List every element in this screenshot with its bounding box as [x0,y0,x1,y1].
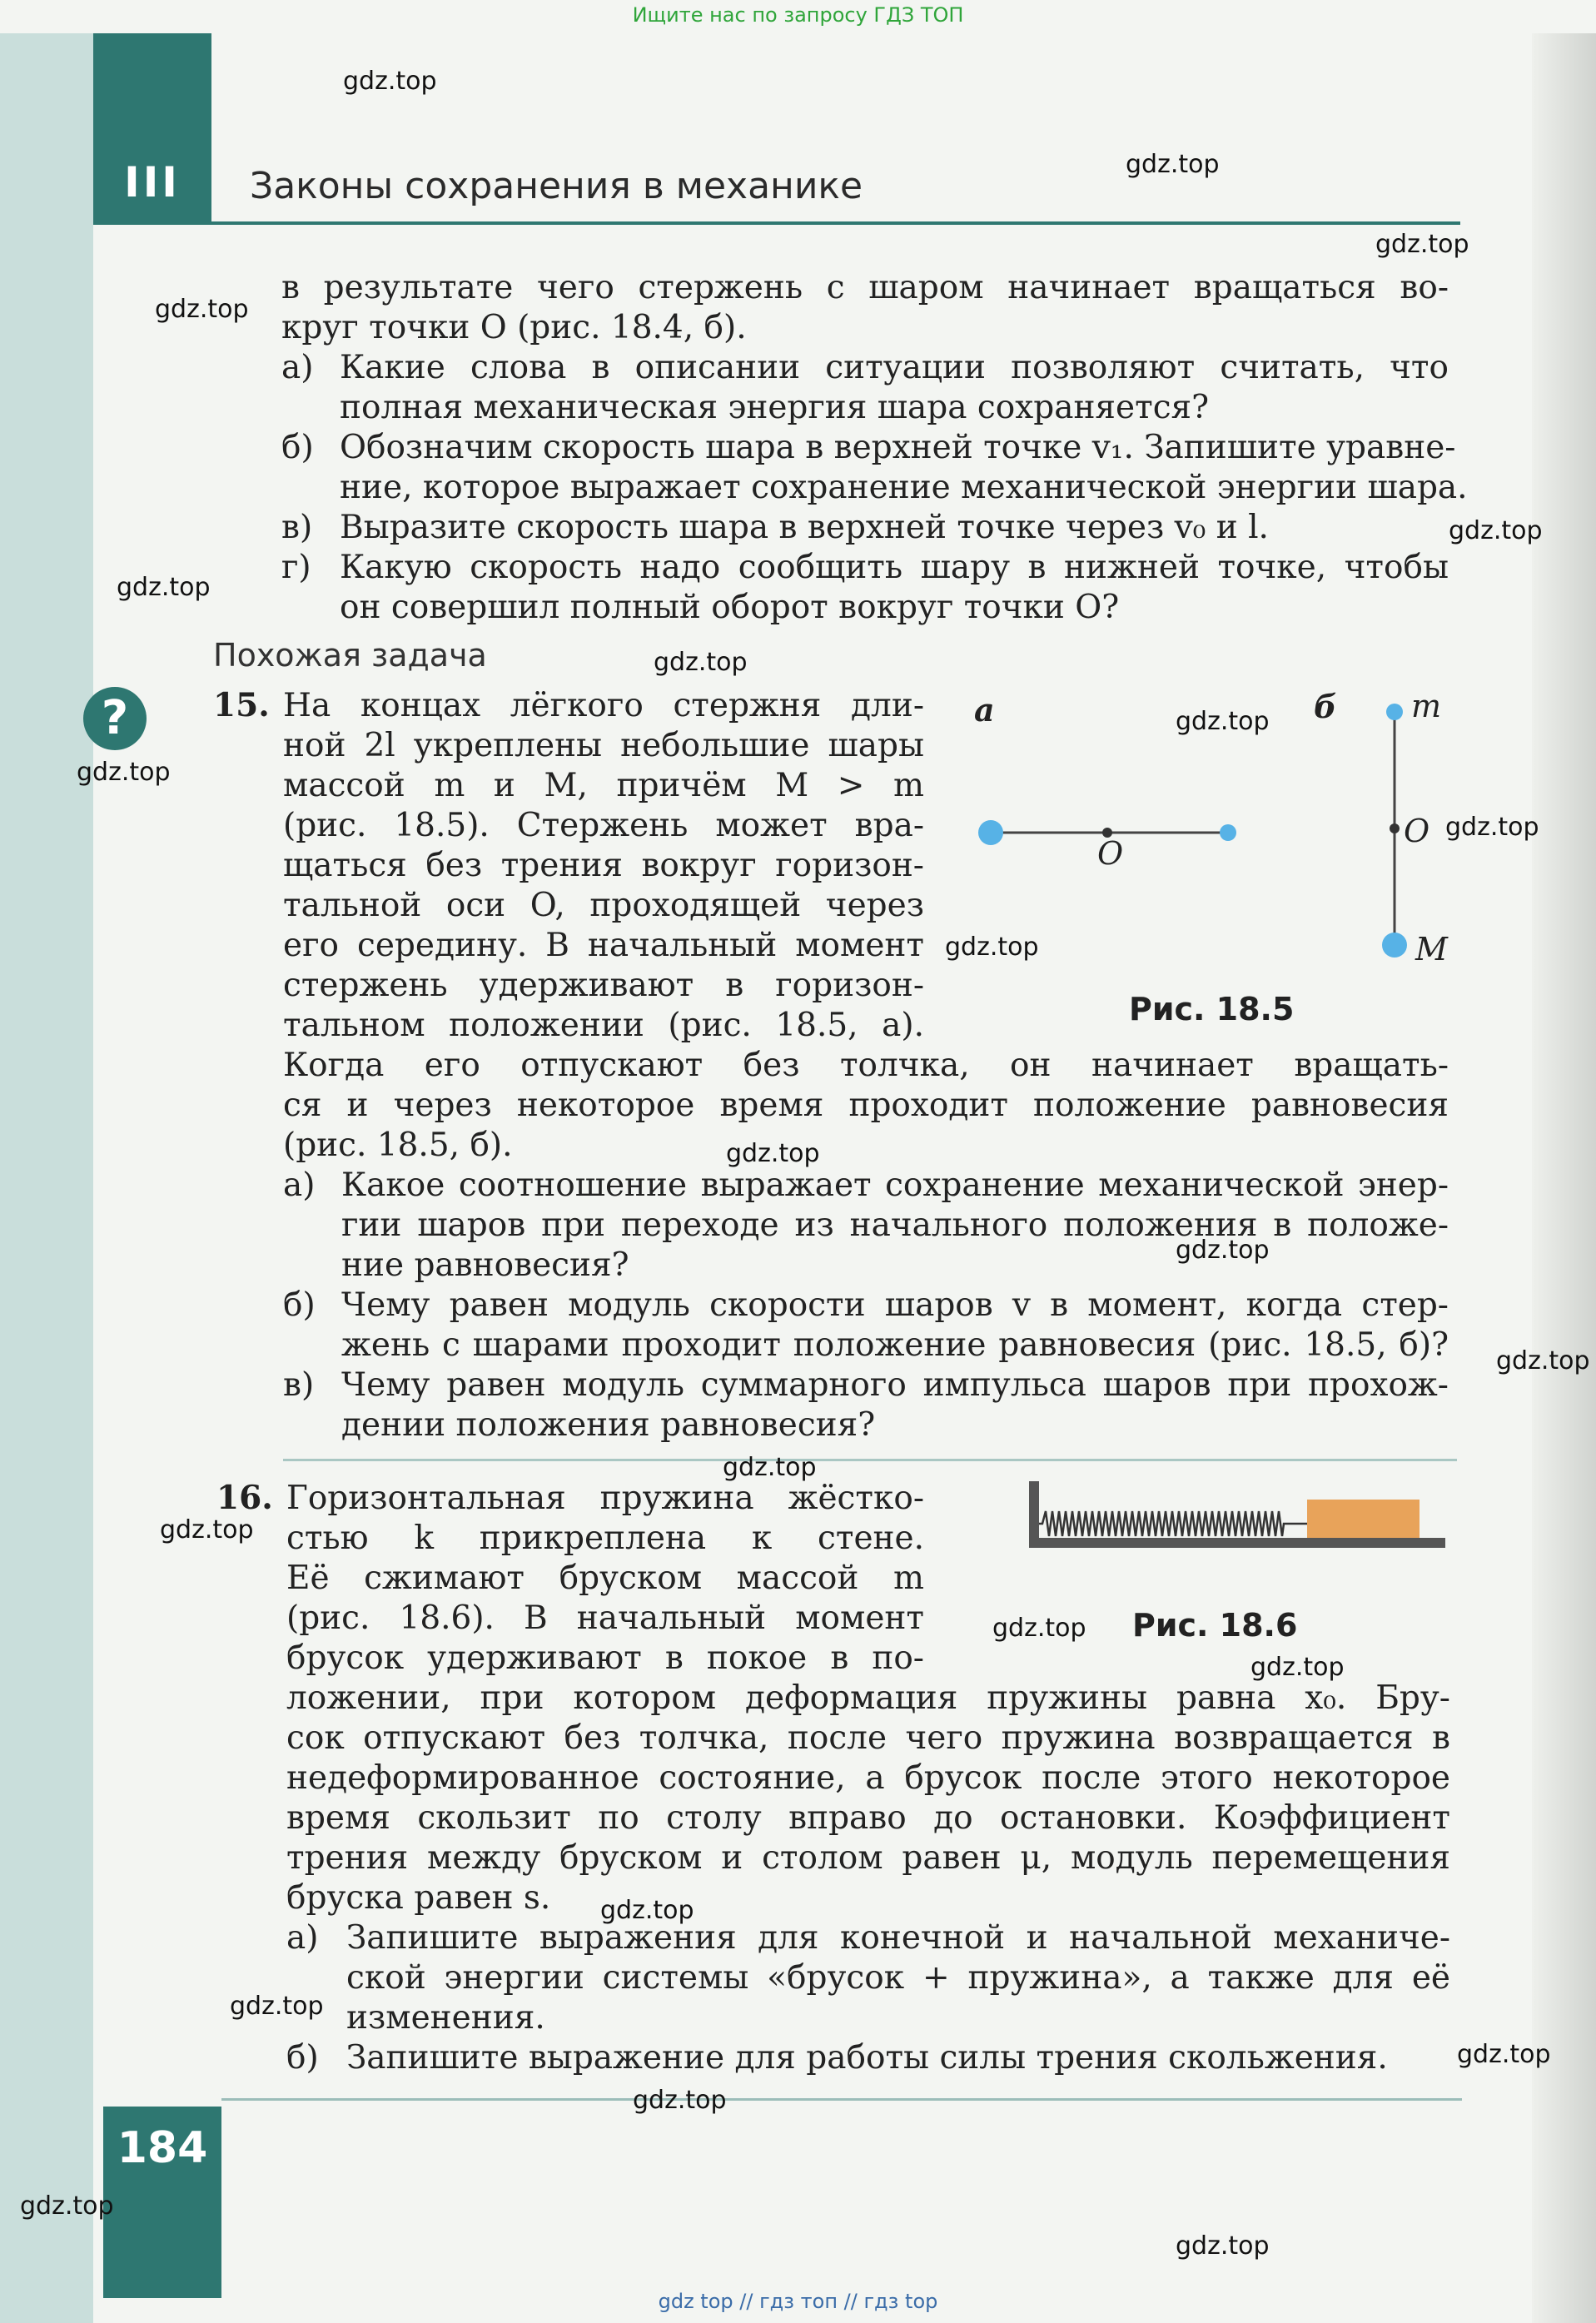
ball-big-b [1382,933,1407,958]
intro-item-line: он совершил полный оборот вокруг точки O? [340,589,1120,626]
intro-line: круг точки O (рис. 18.4, б). [281,309,747,346]
task15-line: ся и через некоторое время проходит положение равновесия [283,1087,1449,1124]
item-marker: а) [281,349,314,386]
task-number: 16. [216,1479,273,1517]
watermark: gdz.top [77,758,171,787]
watermark: gdz.top [654,648,748,677]
watermark: gdz.top [1445,813,1539,842]
similar-task-label: Похожая задача [213,637,487,674]
watermark: gdz.top [343,67,437,96]
item-marker: г) [281,549,311,586]
task16-line: время скользит по столу вправо до остановки. Коэффициент [286,1799,1450,1837]
watermark: gdz.top [1176,707,1270,736]
task15-item-line: ние равновесия? [341,1246,629,1284]
watermark: gdz.top [155,295,249,324]
task15-line: (рис. 18.5, б). [283,1127,513,1164]
footer-rule [221,2098,1462,2101]
pivot-label-a: O [1097,835,1124,872]
mass-small-label: m [1411,688,1442,724]
intro-line: в результате чего стержень с шаром начинает вращаться во- [281,269,1449,306]
watermark: gdz.top [723,1453,817,1482]
watermark: gdz.top [1176,2231,1270,2261]
task16-item-line: изменения. [346,1999,545,2037]
mass-big-label: M [1415,931,1448,968]
task15-item-line: дении положения равновесия? [341,1406,876,1444]
task16-line: трения между бруском и столом равен μ, модуль перемещения [286,1839,1450,1877]
figure-label-a: а [974,691,995,729]
watermark: gdz.top [600,1896,694,1925]
pivot-b [1390,823,1400,833]
task16-line: (рис. 18.6). В начальный момент [286,1599,924,1637]
task16-line: недеформированное состояние, а брусок после этого некоторое [286,1759,1450,1797]
intro-item-line: Какую скорость надо сообщить шару в нижней точке, чтобы [340,549,1449,586]
figure-caption: Рис. 18.5 [1129,991,1295,1027]
figure-label-b: б [1314,688,1337,725]
task-number: 15. [213,686,270,724]
watermark: gdz.top [230,1992,324,2021]
watermark: gdz.top [1449,516,1543,545]
task16-line: Её сжимают бруском массой m [286,1559,924,1597]
chapter-title: Законы сохранения в механике [250,165,863,207]
task16-line: Горизонтальная пружина жёстко- [286,1480,924,1517]
task15-item-line: гии шаров при переходе из начального положения в положе- [341,1206,1449,1244]
task16-item-line: Запишите выражение для работы силы трения скольжения. [346,2039,1388,2077]
page-fold-shade [1532,33,1596,2323]
watermark: gdz.top [1457,2040,1551,2069]
watermark: gdz.top [992,1614,1086,1643]
task16-item-line: Запишите выражения для конечной и начальной механиче- [346,1919,1450,1957]
bottom-banner[interactable]: gdz top // гдз топ // гдз top [658,2290,938,2313]
task15-line: На концах лёгкого стержня дли- [283,687,924,724]
item-marker: б) [283,1286,316,1324]
task16-line: стью k прикреплена к стене. [286,1520,924,1557]
spring [1039,1511,1307,1536]
task15-line: Когда его отпускают без толчка, он начинает вращать- [283,1047,1449,1084]
intro-item-line: Какие слова в описании ситуации позволяют считать, что [340,349,1449,386]
watermark: gdz.top [1375,230,1469,259]
left-margin-band [0,33,93,2323]
ball-small-a [1220,824,1236,841]
task16-line: сок отпускают без толчка, после чего пружина возвращается в [286,1719,1450,1757]
task15-line: его середину. В начальный момент [283,927,924,964]
figure-caption: Рис. 18.6 [1132,1607,1298,1644]
watermark: gdz.top [1496,1346,1590,1375]
intro-item-line: Обозначим скорость шара в верхней точке v₁. Запишите уравне- [340,429,1456,466]
watermark: gdz.top [1126,150,1220,179]
block [1307,1500,1419,1538]
watermark: gdz.top [160,1515,254,1545]
task15-line: тальной оси O, проходящей через [283,887,924,924]
page-number: 184 [117,2123,208,2173]
item-marker: а) [283,1166,316,1204]
watermark: gdz.top [117,573,211,602]
figure-18-6 [1024,1478,1457,1561]
task15-line: (рис. 18.5). Стержень может вра- [283,807,924,844]
item-marker: в) [283,1366,315,1404]
header-rule [211,221,1460,225]
task-separator [283,1459,1457,1461]
item-marker: а) [286,1919,319,1957]
task15-line: массой m и M, причём M > m [283,767,924,804]
watermark: gdz.top [20,2191,114,2221]
watermark: gdz.top [726,1139,820,1168]
task15-line: стержень удерживают в горизон- [283,967,924,1004]
chapter-number: III [124,158,181,206]
task15-line: тальном положении (рис. 18.5, а). [283,1007,924,1044]
ball-big-a [978,820,1003,845]
watermark: gdz.top [945,933,1039,962]
task16-line: ложении, при котором деформация пружины равна x₀. Бру- [286,1679,1450,1717]
question-icon: ? [83,687,147,750]
task15-item-line: жень с шарами проходит положение равновесия (рис. 18.5, б)? [341,1326,1449,1364]
watermark: gdz.top [1250,1653,1345,1682]
pivot-label-b: O [1404,813,1430,849]
top-banner[interactable]: Ищите нас по запросу ГДЗ ТОП [632,3,964,27]
item-marker: б) [286,2039,319,2077]
watermark: gdz.top [1176,1236,1270,1265]
intro-item-line: ние, которое выражает сохранение механической энергии шара. [340,469,1468,506]
item-marker: б) [281,429,314,466]
intro-item-line: Выразите скорость шара в верхней точке через v₀ и l. [340,509,1269,546]
watermark: gdz.top [633,2086,727,2115]
task15-item-line: Чему равен модуль скорости шаров v в момент, когда стер- [341,1286,1449,1324]
task15-line: ной 2l укреплены небольшие шары [283,727,924,764]
task15-line: щаться без трения вокруг горизон- [283,847,924,884]
task15-item-line: Какое соотношение выражает сохранение механической энер- [341,1166,1449,1204]
item-marker: в) [281,509,313,546]
task16-line: брусок удерживают в покое в по- [286,1639,924,1677]
task16-line: бруска равен s. [286,1879,551,1917]
ball-small-b [1386,704,1403,720]
table-surface [1029,1538,1445,1548]
task16-item-line: ской энергии системы «брусок + пружина», а также для её [346,1959,1450,1997]
task15-item-line: Чему равен модуль суммарного импульса шаров при прохож- [341,1366,1449,1404]
intro-item-line: полная механическая энергия шара сохраняется? [340,389,1210,426]
